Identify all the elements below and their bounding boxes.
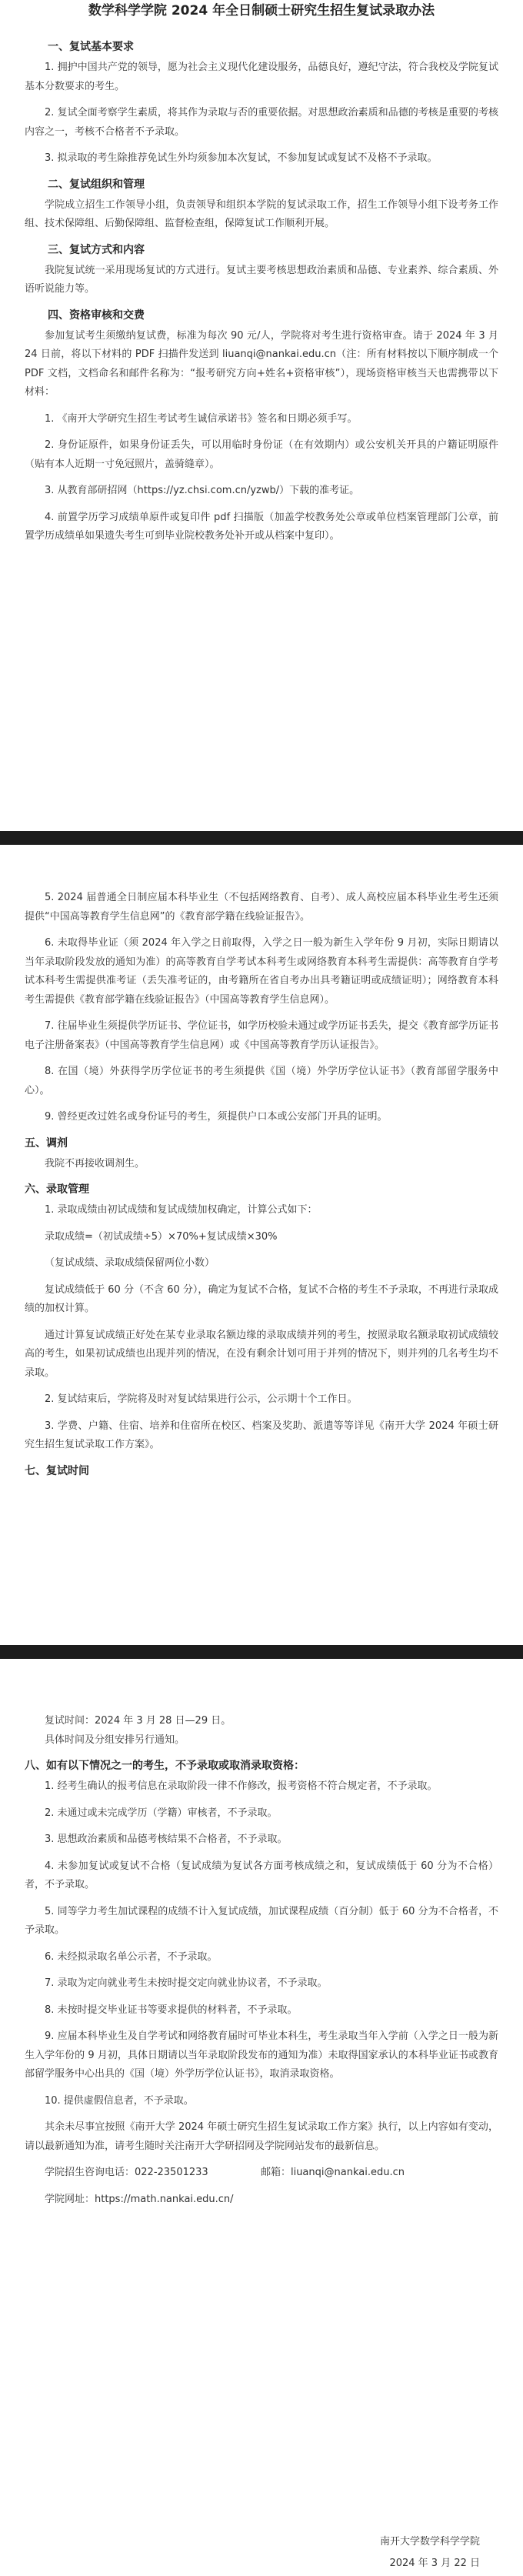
section-heading-8: 八、如有以下情况之一的考生，不予录取或取消录取资格：: [25, 1760, 305, 1772]
section4-item-1: 1. 《南开大学研究生招生考试考生诚信承诺书》签名和日期必须手写。: [45, 412, 358, 425]
phone-text: 学院招生咨询电话：022-23501233: [45, 2167, 208, 2178]
section-heading-2: 二、复试组织和管理: [48, 178, 145, 191]
section4-item-4: 4. 前置学历学习成绩单原件或复印件 pdf 扫描版（加盖学校教务处公章或单位档案管理部门公章，前置学历成绩单如果遗失考生可到毕业院校教务处补开或从档案中复印）。: [25, 511, 498, 542]
section8-item-6: 6. 未经拟录取名单公示者，不予录取。: [45, 1950, 218, 1963]
section8-item-10: 10. 提供虚假信息者，不予录取。: [45, 2094, 194, 2107]
section4-item-8: 8. 在国（境）外获得学历学位证书的考生须提供《国（境）外学历学位认证书》（教育部留学服务中心）。: [25, 1066, 498, 1096]
section4-item-9: 9. 曾经更改过姓名或身份证号的考生，须提供户口本或公安部门开具的证明。: [45, 1111, 388, 1123]
section4-item-3: 3. 从教育部研招网（https://yz.chsi.com.cn/yzwb/）下载的准考证。: [45, 485, 360, 496]
email-text: 邮箱：liuanqi@nankai.edu.cn: [260, 2167, 405, 2178]
section8-item-5: 5. 同等学力考生加试课程的成绩不计入复试成绩，加试课程成绩（百分制）低于 60 分为不合格者，不予录取。: [25, 1905, 498, 1936]
section4-intro: 参加复试考生须缴纳复试费，标准为每次 90 元/人，学院将对考生进行资格审查。请于 2024 年 3 月 24 日前，将以下材料的 PDF 扫描件发送到 liuanqi@nankai.edu.cn（注：所有材料按以下顺序制成一个 PDF 文档，文档命名和邮件名称为：“报考研究方向+姓名+资格审核”），现场资格审核当天也需携带以下材料：: [25, 329, 498, 398]
content-block-1: [25, 31, 498, 554]
closing-text: 其余未尽事宜按照《南开大学 2024 年硕士研究生招生复试录取工作方案》执行，以上内容如有变动，请以最新通知为准，请考生随时关注南开大学研招网及学院网站发布的最新信息。: [25, 2121, 498, 2152]
page-divider: [0, 831, 523, 845]
score-formula: 录取成绩=（初试成绩÷5）×70%+复试成绩×30%: [45, 1230, 278, 1243]
section2-text: 学院成立招生工作领导小组，负责领导和组织本学院的复试录取工作，招生工作领导小组下设考务工作组、技术保障组、后勤保障组、监督检查组，保障复试工作顺利开展。: [25, 199, 498, 229]
section5-text: 我院不再接收调剂生。: [45, 1157, 145, 1170]
section1-item-2: 2. 复试全面考察学生素质，将其作为录取与否的重要依据。对思想政治素质和品德的考核是重要的考核内容之一，考核不合格者不予录取。: [25, 107, 498, 138]
section1-item-1: 1. 拥护中国共产党的领导，愿为社会主义现代化建设服务，品德良好，遵纪守法，符合我校及学院复试基本分数要求的考生。: [25, 62, 498, 92]
section-heading-5: 五、调剂: [25, 1136, 68, 1150]
section8-item-9: 9. 应届本科毕业生及自学考试和网络教育届时可毕业本科生，考生录取当年入学前（入学之日一般为新生入学年份的 9 月初，具体日期请以当年录取阶段发布的通知为准）未取得国家承认的本科毕业证书或教育部留学服务中心出具的《国（境）外学历学位认证书》，取消录取资格。: [25, 2030, 498, 2080]
page-divider: [0, 1645, 523, 1659]
section-heading-4: 四、资格审核和交费: [48, 309, 145, 322]
footer-org: 南开大学数学科学学院: [379, 2536, 480, 2548]
section4-item-6: 6. 未取得毕业证（须 2024 年入学之日前取得，入学之日一般为新生入学年份 9 月初，实际日期请以当年录取阶段发放的通知为准）的高等教育自学考试本科考生或网络教育本科考生需提供：高等教育自学考试本科考生需提供准考证（丢失准考证的，由考籍所在省自考办出具考籍证明或成绩证明）；网络教育本科考生需提供《教育部学籍在线验证报告》（中国高等教育学生信息网）。: [25, 937, 498, 1006]
website-text: 学院网址：https://math.nankai.edu.cn/: [45, 2193, 234, 2205]
section-heading-3: 三、复试方式和内容: [48, 243, 145, 256]
score-note: （复试成绩、录取成绩保留两位小数）: [45, 1257, 215, 1269]
contact-line: [25, 2164, 498, 2183]
section8-item-7: 7. 录取为定向就业考生未按时提交定向就业协议者，不予录取。: [45, 1977, 328, 1989]
section8-item-3: 3. 思想政治素质和品德考核结果不合格者，不予录取。: [45, 1834, 288, 1845]
content-block-3: [25, 1712, 498, 2217]
page-title: 数学科学学院 2024 年全日制硕士研究生招生复试录取办法: [88, 3, 435, 18]
section8-item-2: 2. 未通过或未完成学历（学籍）审核者，不予录取。: [45, 1807, 278, 1819]
exam-arrangement: 具体时间及分组安排另行通知。: [45, 1733, 185, 1746]
section6-item-1: 1. 录取成绩由初试成绩和复试成绩加权确定，计算公式如下：: [45, 1204, 318, 1216]
section3-text: 我院复试统一采用现场复试的方式进行。复试主要考核思想政治素质和品德、专业素养、综合素质、外语听说能力等。: [25, 264, 498, 295]
section-heading-7: 七、复试时间: [25, 1464, 89, 1477]
section8-item-4: 4. 未参加复试或复试不合格（复试成绩为复试各方面考核成绩之和，复试成绩低于 60 分为不合格）者，不予录取。: [25, 1860, 498, 1890]
section6-pass-rule: 复试成绩低于 60 分（不含 60 分），确定为复试不合格，复试不合格的考生不予录取，不再进行录取成绩的加权计算。: [25, 1283, 498, 1314]
section-heading-6: 六、录取管理: [25, 1183, 89, 1196]
section6-item-2: 2. 复试结束后，学院将及时对复试结果进行公示，公示期十个工作日。: [45, 1393, 358, 1405]
content-block-2: [25, 889, 498, 1483]
footer-signature: [0, 2531, 498, 2574]
section4-item-2: 2. 身份证原件，如果身份证丢失，可以用临时身份证（在有效期内）或公安机关开具的户籍证明原件（贴有本人近期一寸免冠照片，盖骑缝章）。: [25, 439, 498, 470]
section4-item-7: 7. 往届毕业生须提供学历证书、学位证书，如学历校验未通过或学历证书丢失，提交《教育部学历证书电子注册备案表》（中国高等教育学生信息网）或《中国高等教育学历认证报告》。: [25, 1020, 498, 1051]
footer-date: 2024 年 3 月 22 日: [389, 2558, 480, 2569]
exam-time: 复试时间：2024 年 3 月 28 日—29 日。: [45, 1715, 232, 1727]
section4-item-5: 5. 2024 届普通全日制应届本科毕业生（不包括网络教育、自考）、成人高校应届本科毕业生考生还须提供“中国高等教育学生信息网”的《教育部学籍在线验证报告》。: [25, 892, 498, 923]
section8-item-8: 8. 未按时提交毕业证书等要求提供的材料者，不予录取。: [45, 2004, 298, 2016]
section1-item-3: 3. 拟录取的考生除推荐免试生外均须参加本次复试，不参加复试或复试不及格不予录取。: [45, 152, 438, 164]
section6-item-3: 3. 学费、户籍、住宿、培养和住宿所在校区、档案及奖助、派遣等等详见《南开大学 2024 年硕士研究生招生复试录取工作方案》。: [25, 1420, 498, 1450]
section-heading-1: 一、复试基本要求: [48, 41, 134, 53]
section6-rank-rule: 通过计算复试成绩正好处在某专业录取名额边缘的录取成绩并列的考生，按照录取名额录取初试成绩较高的考生，如果初试成绩也出现并列的情况，在没有剩余计划可用于并列的情况下，则并列的几名考生均不录取。: [25, 1329, 498, 1379]
section8-item-1: 1. 经考生确认的报考信息在录取阶段一律不作修改，报考资格不符合规定者，不予录取。: [45, 1780, 438, 1792]
